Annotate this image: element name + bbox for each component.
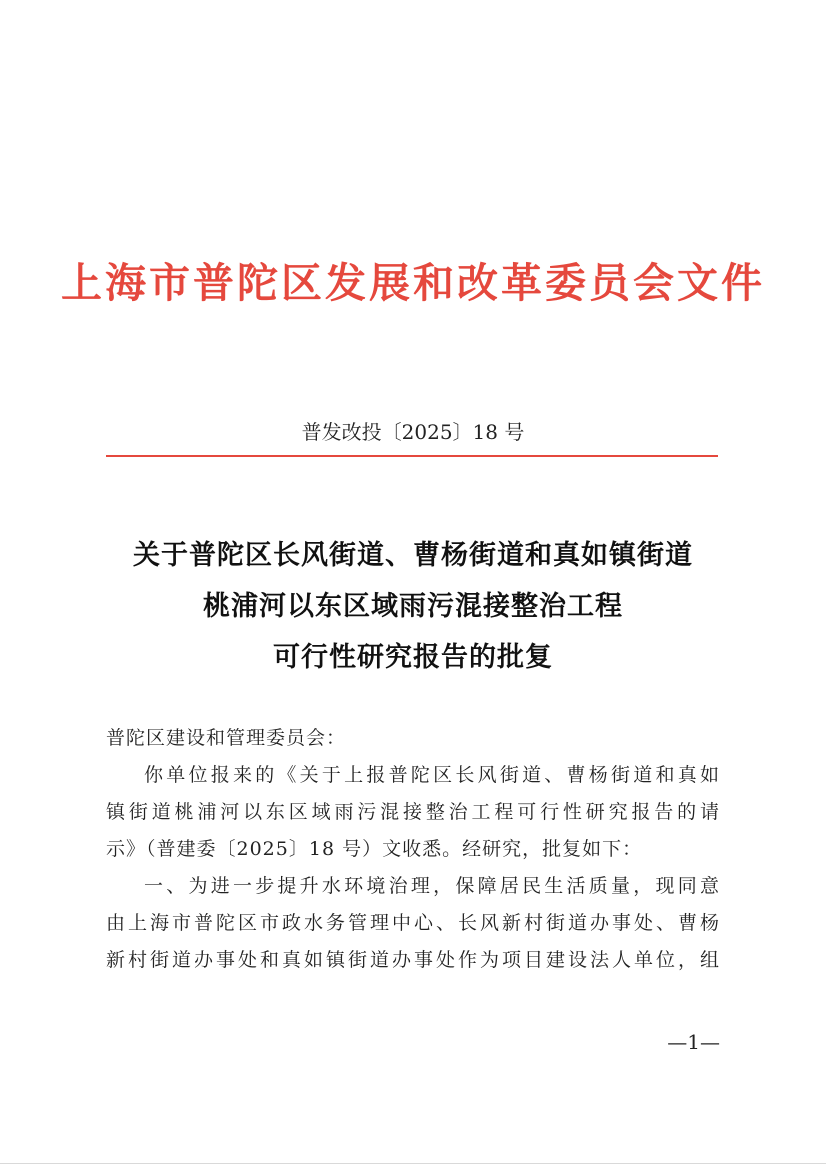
paragraph-line: 镇街道桃浦河以东区域雨污混接整治工程可行性研究报告的请 (106, 801, 720, 823)
document-title (0, 530, 826, 683)
title-line: 可行性研究报告的批复 (273, 642, 553, 673)
red-separator-line (106, 455, 718, 457)
title-line: 桃浦河以东区域雨污混接整治工程 (203, 591, 623, 622)
title-line: 关于普陀区长风街道、曹杨街道和真如镇街道 (133, 540, 693, 571)
salutation: 普陀区建设和管理委员会： (106, 727, 347, 749)
paragraph-line: 你单位报来的《关于上报普陀区长风街道、曹杨街道和真如 (144, 764, 720, 786)
page-number: —1— (667, 1030, 720, 1054)
paragraph-line: 示》（普建委〔2025〕18 号）文收悉。经研究，批复如下： (106, 838, 643, 860)
scan-edge-line (0, 1163, 826, 1164)
masthead-title: 上海市普陀区发展和改革委员会文件 (61, 259, 765, 307)
paragraph-line: 一、为进一步提升水环境治理，保障居民生活质量，现同意 (144, 875, 720, 897)
paragraph-line: 新村街道办事处和真如镇街道办事处作为项目建设法人单位，组 (106, 949, 720, 971)
document-number: 普发改投〔2025〕18 号 (301, 420, 525, 444)
paragraph-line: 由上海市普陀区市政水务管理中心、长风新村街道办事处、曹杨 (106, 912, 720, 934)
document-body (106, 720, 720, 979)
